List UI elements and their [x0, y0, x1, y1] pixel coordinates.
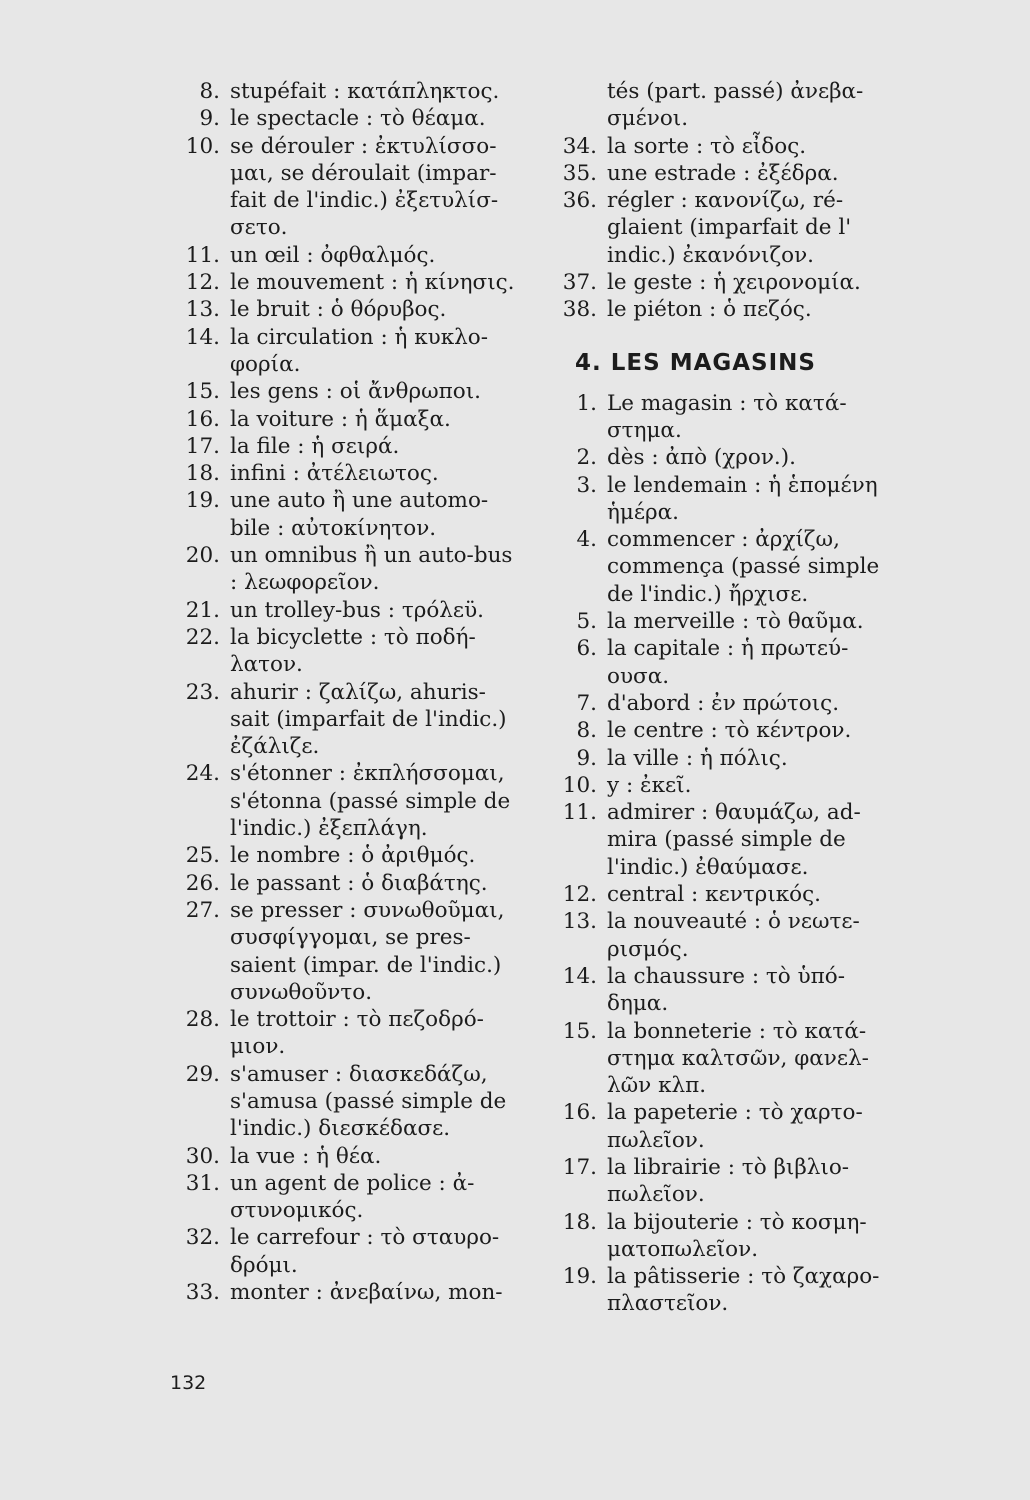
vocab-entry: [168, 324, 523, 379]
entry-text: la merveille : τὸ θαῦμα.: [607, 609, 864, 635]
vocab-entry: [545, 690, 895, 717]
entry-number: 37.: [562, 270, 597, 296]
entry-text: un œil : ὀφθαλμός.: [230, 242, 436, 268]
entry-text: une estrade : ἐξέδρα.: [607, 160, 839, 186]
entry-number: 13.: [185, 297, 220, 323]
entry-text: le centre : τὸ κέντρον.: [607, 718, 852, 744]
vocab-entry: [168, 1170, 523, 1225]
entry-number: 17.: [562, 1154, 597, 1180]
entry-number: 18.: [562, 1209, 597, 1235]
entry-number: 17.: [185, 433, 220, 459]
entry-text: le nombre : ὁ ἀριθμός.: [230, 843, 476, 869]
vocab-entry: [545, 444, 895, 471]
entry-text: infini : ἀτέλειωτος.: [230, 461, 439, 487]
entry-text: se presser : συνωθοῦμαι, συσφίγγομαι, se pres-saient (impar. de l'indic.) συνωθοῦντο.: [230, 897, 505, 1005]
vocab-entry: [168, 1224, 523, 1279]
entry-text: la chaussure : τὸ ὑπό-δημα.: [607, 963, 845, 1017]
entry-text: un trolley-bus : τρόλεϋ.: [230, 597, 484, 623]
vocab-entry: [545, 187, 895, 269]
entry-number: 31.: [185, 1170, 220, 1196]
entry-text: la pâtisserie : τὸ ζαχαρο-πλαστεῖον.: [607, 1264, 880, 1317]
entry-text: une auto ἢ une automo-bile : αὐτοκίνητον.: [230, 488, 489, 541]
entry-number: 25.: [185, 843, 220, 869]
entry-number: 16.: [185, 406, 220, 432]
vocab-entry: [168, 133, 523, 242]
vocab-entry: [168, 542, 523, 597]
entry-number: 15.: [185, 379, 220, 405]
entry-number: 8.: [199, 79, 220, 104]
vocab-entry: [545, 881, 895, 908]
entry-text: le bruit : ὁ θόρυβος.: [230, 297, 447, 323]
vocab-entry: [545, 717, 895, 744]
entry-number: 34.: [562, 133, 597, 159]
vocab-entry: [168, 269, 523, 296]
vocab-entry: [168, 1061, 523, 1143]
entry-number: 20.: [185, 543, 220, 569]
vocab-entry: [168, 1143, 523, 1170]
entry-text: y : ἐκεῖ.: [607, 772, 692, 798]
vocab-entry: [545, 908, 895, 963]
entry-text: la bijouterie : τὸ κοσμη-ματοπωλεῖον.: [607, 1209, 867, 1262]
entry-text: la bonneterie : τὸ κατά-στημα καλτσῶν, φανελ-λῶν κλπ.: [607, 1018, 869, 1099]
entry-number: 29.: [185, 1061, 220, 1087]
entry-text: stupéfait : κατάπληκτος.: [230, 79, 500, 104]
entry-number: 11.: [562, 800, 597, 826]
entry-text: dès : ἀπὸ (χρον.).: [607, 445, 796, 471]
entry-number: 15.: [562, 1018, 597, 1044]
entry-number: 18.: [185, 461, 220, 487]
entry-text: la bicyclette : τὸ ποδή-λατον.: [230, 624, 476, 678]
entry-text: d'abord : ἐν πρώτοις.: [607, 690, 840, 716]
entry-text: Le magasin : τὸ κατά-στημα.: [607, 390, 847, 443]
entry-number: 5.: [576, 609, 597, 635]
entry-number: 9.: [576, 745, 597, 771]
vocab-entry: [168, 406, 523, 433]
entry-text: se dérouler : ἐκτυλίσσο-μαι, se déroulait (impar-fait de l'indic.) ἐξετυλίσ-σετο.: [230, 133, 499, 241]
entry-number: 28.: [185, 1007, 220, 1033]
vocab-entry: [168, 679, 523, 761]
entry-text: s'étonner : ἐκπλήσσομαι, s'étonna (passé simple de l'indic.) ἐξεπλάγη.: [230, 761, 511, 842]
entry-text: la sorte : τὸ εἶδος.: [607, 133, 807, 159]
vocab-entry: [545, 269, 895, 296]
entry-number: 36.: [562, 188, 597, 214]
vocab-entry: [168, 870, 523, 897]
entry-number: 4.: [576, 527, 597, 553]
right-column: [545, 78, 895, 1318]
entry-number: 13.: [562, 909, 597, 935]
vocab-entry: [168, 296, 523, 323]
vocab-entry: [545, 963, 895, 1018]
entry-text: un omnibus ἢ un auto-bus : λεωφορεῖον.: [230, 543, 513, 596]
entry-number: 23.: [185, 679, 220, 705]
vocab-entry: [545, 1099, 895, 1154]
entry-number: 9.: [199, 106, 220, 132]
entry-number: 35.: [562, 160, 597, 186]
entry-text: la circulation : ἡ κυκλο-φορία.: [230, 324, 489, 377]
entry-number: 3.: [576, 472, 597, 498]
entry-number: 11.: [185, 242, 220, 268]
entry-text: le trottoir : τὸ πεζοδρό-μιον.: [230, 1007, 484, 1060]
entry-number: 21.: [185, 597, 220, 623]
entry-number: 6.: [576, 636, 597, 662]
entry-text: le spectacle : τὸ θέαμα.: [230, 106, 486, 132]
entry-text: la nouveauté : ὁ νεωτε-ρισμός.: [607, 909, 860, 962]
vocab-entry: [545, 1263, 895, 1318]
vocab-entry: [168, 1006, 523, 1061]
entry-text: la vue : ἡ θέα.: [230, 1143, 382, 1169]
vocab-entry: [545, 160, 895, 187]
vocab-entry: [545, 1018, 895, 1100]
vocab-entry: [168, 1279, 523, 1306]
entry-text: régler : κανονίζω, ré-glaient (imparfait de l' indic.) ἐκανόνιζον.: [607, 188, 852, 268]
vocabulary-list-continued: [545, 133, 895, 324]
entry-number: 27.: [185, 897, 220, 923]
vocab-entry: [545, 526, 895, 608]
vocab-entry: [545, 772, 895, 799]
page-number: 132: [170, 1372, 207, 1394]
vocab-entry: [545, 133, 895, 160]
entry-text: le piéton : ὁ πεζός.: [607, 297, 812, 323]
vocab-entry: [545, 390, 895, 445]
section-heading: 4. LES MAGASINS: [575, 349, 816, 376]
entry-text: central : κεντρικός.: [607, 882, 822, 908]
entry-text: le passant : ὁ διαβάτης.: [230, 870, 488, 896]
vocab-entry: [168, 597, 523, 624]
entry-number: 8.: [576, 718, 597, 744]
vocab-entry: [168, 760, 523, 842]
entry-text: la ville : ἡ πόλις.: [607, 745, 788, 771]
vocab-entry: [168, 487, 523, 542]
vocab-entry: [545, 799, 895, 881]
entry-text: le lendemain : ἡ ἑπομένη ἡμέρα.: [607, 472, 878, 525]
entry-text: un agent de police : ἀ-στυνομικός.: [230, 1170, 475, 1224]
vocab-entry: [545, 745, 895, 772]
entry-number: 22.: [185, 624, 220, 650]
entry-number: 12.: [562, 882, 597, 908]
entry-text: le carrefour : τὸ σταυρο-δρόμι.: [230, 1225, 500, 1278]
vocab-entry: [168, 624, 523, 679]
entry-number: 10.: [562, 772, 597, 798]
entry-number: 14.: [562, 963, 597, 989]
continuation-text: tés (part. passé) ἀνεβα-σμένοι.: [607, 79, 864, 132]
entry-text: la voiture : ἡ ἅμαξα.: [230, 406, 451, 432]
vocab-entry: [545, 608, 895, 635]
entry-text: commencer : ἀρχίζω, commença (passé simple de l'indic.) ἤρχισε.: [607, 527, 880, 607]
entry-number: 16.: [562, 1100, 597, 1126]
entry-number: 19.: [562, 1264, 597, 1290]
entry-number: 12.: [185, 270, 220, 296]
entry-text: s'amuser : διασκεδάζω, s'amusa (passé simple de l'indic.) διεσκέδασε.: [230, 1061, 507, 1142]
entry-text: admirer : θαυμάζω, ad-mira (passé simple de l'indic.) ἐθαύμασε.: [607, 800, 861, 880]
entry-text: la file : ἡ σειρά.: [230, 433, 400, 459]
entry-number: 19.: [185, 488, 220, 514]
entry-number: 32.: [185, 1225, 220, 1251]
vocab-entry: [168, 460, 523, 487]
vocab-entry: [168, 842, 523, 869]
vocab-entry: [168, 105, 523, 132]
left-column: [168, 78, 523, 1306]
entry-number: 14.: [185, 324, 220, 350]
entry-text: ahurir : ζαλίζω, ahuris-sait (imparfait de l'indic.) ἐζάλιζε.: [230, 679, 507, 760]
entry-text: le geste : ἡ χειρονομία.: [607, 270, 861, 296]
entry-text: la papeterie : τὸ χαρτο-πωλεῖον.: [607, 1100, 863, 1153]
vocab-entry: [168, 78, 523, 105]
entry-number: 30.: [185, 1143, 220, 1169]
entry-number: 7.: [576, 690, 597, 716]
entry-text: la capitale : ἡ πρωτεύ-ουσα.: [607, 636, 849, 689]
vocab-entry: [168, 242, 523, 269]
entry-number: 38.: [562, 297, 597, 323]
vocab-entry: [545, 1209, 895, 1264]
entry-text: les gens : οἱ ἄνθρωποι.: [230, 379, 481, 405]
vocabulary-list-magasins: [545, 390, 895, 1318]
vocab-entry: [168, 378, 523, 405]
entry-number: 26.: [185, 870, 220, 896]
entry-number: 33.: [185, 1280, 220, 1306]
vocab-entry: [545, 296, 895, 323]
vocab-entry: [545, 472, 895, 527]
entry-text: la librairie : τὸ βιβλιο-πωλεῖον.: [607, 1154, 850, 1208]
vocab-entry: [168, 897, 523, 1006]
vocab-entry: [168, 433, 523, 460]
entry-number: 2.: [576, 445, 597, 471]
entry-number: 10.: [185, 133, 220, 159]
entry-text: le mouvement : ἡ κίνησις.: [230, 270, 515, 296]
entry-number: 24.: [185, 761, 220, 787]
entry-text: monter : ἀνεβαίνω, mon-: [230, 1280, 503, 1306]
vocab-entry: [545, 635, 895, 690]
entry-number: 1.: [576, 390, 597, 416]
vocab-entry: [545, 1154, 895, 1209]
